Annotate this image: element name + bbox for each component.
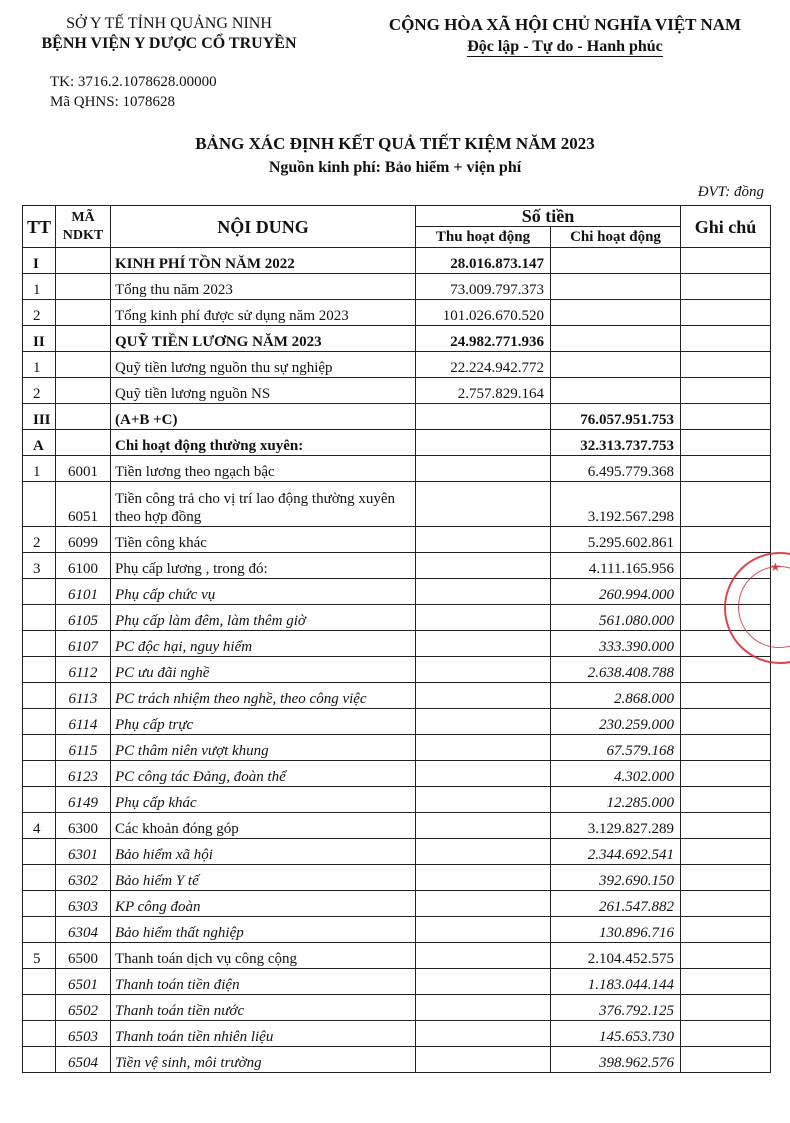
row-code: 6303: [56, 891, 111, 917]
row-income: [416, 943, 551, 969]
parent-agency-name: SỞ Y TẾ TỈNH QUẢNG NINH: [66, 15, 272, 32]
row-content: PC độc hại, nguy hiểm: [111, 631, 416, 657]
row-note: [681, 813, 771, 839]
row-note: [681, 657, 771, 683]
row-content: Tiền vệ sinh, môi trường: [111, 1047, 416, 1073]
table-row: [23, 326, 771, 352]
row-expense: 4.111.165.956: [551, 553, 681, 579]
row-expense: 392.690.150: [551, 865, 681, 891]
row-content: Phụ cấp khác: [111, 787, 416, 813]
row-note: [681, 787, 771, 813]
row-income: [416, 631, 551, 657]
row-note: [681, 300, 771, 326]
table-row: [23, 995, 771, 1021]
row-note: [681, 248, 771, 274]
row-code: [56, 378, 111, 404]
row-income: 73.009.797.373: [416, 274, 551, 300]
row-note: [681, 943, 771, 969]
table-row: [23, 943, 771, 969]
row-note: [681, 839, 771, 865]
row-code: 6302: [56, 865, 111, 891]
table-row: [23, 378, 771, 404]
row-number: 1: [23, 456, 56, 482]
row-income: 101.026.670.520: [416, 300, 551, 326]
row-note: [681, 969, 771, 995]
col-header-tt: TT: [23, 206, 56, 248]
row-income: [416, 709, 551, 735]
row-content: Thanh toán tiền điện: [111, 969, 416, 995]
row-content: Phụ cấp làm đêm, làm thêm giờ: [111, 605, 416, 631]
row-code: 6123: [56, 761, 111, 787]
row-code: 6105: [56, 605, 111, 631]
row-content: Tiền lương theo ngạch bậc: [111, 456, 416, 482]
row-income: [416, 579, 551, 605]
col-header-content: NỘI DUNG: [111, 206, 416, 248]
row-number: [23, 631, 56, 657]
row-code: 6501: [56, 969, 111, 995]
row-income: [416, 917, 551, 943]
row-content: KP công đoàn: [111, 891, 416, 917]
row-content: Chi hoạt động thường xuyên:: [111, 430, 416, 456]
row-income: [416, 482, 551, 527]
table-row: [23, 1021, 771, 1047]
row-number: 5: [23, 943, 56, 969]
account-codes: [50, 72, 217, 112]
row-expense: 260.994.000: [551, 579, 681, 605]
row-code: 6500: [56, 943, 111, 969]
table-row: [23, 527, 771, 553]
row-income: [416, 657, 551, 683]
row-code: [56, 300, 111, 326]
row-note: [681, 404, 771, 430]
row-expense: [551, 326, 681, 352]
row-expense: [551, 248, 681, 274]
hospital-name: BỆNH VIỆN Y DƯỢC CỔ TRUYỀN: [41, 35, 297, 52]
row-expense: 67.579.168: [551, 735, 681, 761]
row-income: [416, 1021, 551, 1047]
row-income: [416, 969, 551, 995]
row-number: 3: [23, 553, 56, 579]
row-content: Phụ cấp lương , trong đó:: [111, 553, 416, 579]
row-expense: 398.962.576: [551, 1047, 681, 1073]
row-number: [23, 891, 56, 917]
row-expense: 2.868.000: [551, 683, 681, 709]
row-number: [23, 683, 56, 709]
table-row: [23, 761, 771, 787]
table-row: [23, 735, 771, 761]
row-code: 6099: [56, 527, 111, 553]
row-note: [681, 352, 771, 378]
row-income: 24.982.771.936: [416, 326, 551, 352]
row-expense: [551, 378, 681, 404]
row-number: A: [23, 430, 56, 456]
row-content: Tổng thu năm 2023: [111, 274, 416, 300]
row-content: PC ưu đãi nghề: [111, 657, 416, 683]
row-content: Phụ cấp chức vụ: [111, 579, 416, 605]
row-income: [416, 553, 551, 579]
table-row: [23, 482, 771, 527]
row-note: [681, 1021, 771, 1047]
row-number: [23, 657, 56, 683]
table-row: [23, 865, 771, 891]
row-number: 2: [23, 378, 56, 404]
row-note: [681, 891, 771, 917]
row-code: 6502: [56, 995, 111, 1021]
row-expense: 2.638.408.788: [551, 657, 681, 683]
row-content: Tổng kinh phí được sử dụng năm 2023: [111, 300, 416, 326]
row-code: 6115: [56, 735, 111, 761]
row-income: 22.224.942.772: [416, 352, 551, 378]
table-row: [23, 969, 771, 995]
row-content: Quỹ tiền lương nguồn NS: [111, 378, 416, 404]
document-title: BẢNG XÁC ĐỊNH KẾT QUẢ TIẾT KIỆM NĂM 2023: [195, 134, 595, 153]
row-expense: 5.295.602.861: [551, 527, 681, 553]
col-header-note: Ghi chú: [681, 206, 771, 248]
col-header-expense: Chi hoạt động: [551, 227, 681, 248]
row-number: [23, 865, 56, 891]
table-row: [23, 248, 771, 274]
row-expense: [551, 274, 681, 300]
row-code: 6107: [56, 631, 111, 657]
official-seal-icon: ★: [724, 552, 790, 664]
table-row: [23, 839, 771, 865]
table-row: [23, 430, 771, 456]
table-row: [23, 300, 771, 326]
row-income: [416, 404, 551, 430]
row-number: 4: [23, 813, 56, 839]
row-expense: 376.792.125: [551, 995, 681, 1021]
row-code: [56, 274, 111, 300]
row-number: [23, 969, 56, 995]
row-expense: 230.259.000: [551, 709, 681, 735]
table-row: [23, 352, 771, 378]
row-income: [416, 527, 551, 553]
row-content: PC trách nhiệm theo nghề, theo công việc: [111, 683, 416, 709]
row-content: PC công tác Đảng, đoàn thể: [111, 761, 416, 787]
row-content: Bảo hiểm xã hội: [111, 839, 416, 865]
row-note: [681, 995, 771, 1021]
row-income: [416, 1047, 551, 1073]
row-content: Tiền công khác: [111, 527, 416, 553]
row-code: 6300: [56, 813, 111, 839]
row-code: [56, 352, 111, 378]
col-header-amount: Số tiền: [416, 206, 681, 227]
row-code: [56, 248, 111, 274]
row-number: [23, 709, 56, 735]
row-content: (A+B +C): [111, 404, 416, 430]
row-expense: 2.104.452.575: [551, 943, 681, 969]
row-code: 6112: [56, 657, 111, 683]
row-income: [416, 430, 551, 456]
row-number: I: [23, 248, 56, 274]
table-row: [23, 579, 771, 605]
row-note: [681, 456, 771, 482]
row-code: 6100: [56, 553, 111, 579]
row-expense: 3.192.567.298: [551, 482, 681, 527]
row-code: 6101: [56, 579, 111, 605]
row-code: 6504: [56, 1047, 111, 1073]
row-content: Thanh toán tiền nhiên liệu: [111, 1021, 416, 1047]
row-content: Thanh toán dịch vụ công cộng: [111, 943, 416, 969]
row-content: Bảo hiểm Y tế: [111, 865, 416, 891]
row-number: II: [23, 326, 56, 352]
row-income: [416, 787, 551, 813]
row-note: [681, 378, 771, 404]
row-expense: 333.390.000: [551, 631, 681, 657]
row-number: [23, 839, 56, 865]
row-expense: 1.183.044.144: [551, 969, 681, 995]
row-income: [416, 683, 551, 709]
row-expense: 76.057.951.753: [551, 404, 681, 430]
document-subtitle: Nguồn kinh phí: Bảo hiểm + viện phí: [268, 159, 522, 176]
table-row: [23, 553, 771, 579]
row-income: [416, 761, 551, 787]
row-note: [681, 865, 771, 891]
row-content: PC thâm niên vượt khung: [111, 735, 416, 761]
row-code: 6114: [56, 709, 111, 735]
row-number: [23, 787, 56, 813]
row-number: [23, 917, 56, 943]
row-expense: 32.313.737.753: [551, 430, 681, 456]
unit-label: ĐVT: đồng: [697, 184, 764, 200]
agency-header: [14, 14, 324, 54]
row-code: 6051: [56, 482, 111, 527]
row-code: 6001: [56, 456, 111, 482]
table-row: [23, 605, 771, 631]
savings-table: [22, 205, 771, 1073]
row-note: [681, 430, 771, 456]
row-income: [416, 456, 551, 482]
row-note: [681, 274, 771, 300]
row-code: [56, 430, 111, 456]
row-note: [681, 761, 771, 787]
table-row: [23, 456, 771, 482]
row-note: [681, 709, 771, 735]
row-expense: [551, 300, 681, 326]
col-header-code: MÃ NDKT: [56, 206, 111, 248]
row-number: 1: [23, 352, 56, 378]
national-title: CỘNG HÒA XÃ HỘI CHỦ NGHĨA VIỆT NAM: [388, 15, 742, 34]
row-content: Thanh toán tiền nước: [111, 995, 416, 1021]
national-header: [350, 14, 780, 58]
row-number: 2: [23, 300, 56, 326]
row-number: [23, 735, 56, 761]
table-row: [23, 891, 771, 917]
row-code: 6149: [56, 787, 111, 813]
table-row: [23, 709, 771, 735]
row-code: [56, 404, 111, 430]
row-code: 6301: [56, 839, 111, 865]
table-row: [23, 657, 771, 683]
row-income: [416, 995, 551, 1021]
table-row: [23, 813, 771, 839]
row-expense: 130.896.716: [551, 917, 681, 943]
row-number: 2: [23, 527, 56, 553]
table-row: [23, 631, 771, 657]
table-row: [23, 274, 771, 300]
row-income: [416, 735, 551, 761]
row-expense: 4.302.000: [551, 761, 681, 787]
row-number: [23, 761, 56, 787]
row-content: KINH PHÍ TỒN NĂM 2022: [111, 248, 416, 274]
row-content: Quỹ tiền lương nguồn thu sự nghiệp: [111, 352, 416, 378]
row-note: [681, 527, 771, 553]
row-number: [23, 579, 56, 605]
row-content: QUỸ TIỀN LƯƠNG NĂM 2023: [111, 326, 416, 352]
row-expense: 261.547.882: [551, 891, 681, 917]
row-content: Bảo hiểm thất nghiệp: [111, 917, 416, 943]
row-code: 6503: [56, 1021, 111, 1047]
row-number: [23, 1021, 56, 1047]
row-expense: 12.285.000: [551, 787, 681, 813]
row-code: 6304: [56, 917, 111, 943]
table-row: [23, 917, 771, 943]
row-number: [23, 482, 56, 527]
budget-code: Mã QHNS: 1078628: [50, 94, 176, 110]
row-income: [416, 839, 551, 865]
table-row: [23, 683, 771, 709]
row-income: 2.757.829.164: [416, 378, 551, 404]
row-income: [416, 891, 551, 917]
row-note: [681, 735, 771, 761]
col-header-income: Thu hoạt động: [416, 227, 551, 248]
row-code: [56, 326, 111, 352]
row-content: Các khoản đóng góp: [111, 813, 416, 839]
row-income: [416, 813, 551, 839]
row-note: [681, 482, 771, 527]
table-body: [23, 248, 771, 1073]
row-number: III: [23, 404, 56, 430]
table-row: [23, 1047, 771, 1073]
row-income: [416, 865, 551, 891]
row-number: [23, 605, 56, 631]
row-note: [681, 683, 771, 709]
row-income: [416, 605, 551, 631]
row-expense: 6.495.779.368: [551, 456, 681, 482]
row-content: Tiền công trả cho vị trí lao động thường xuyên theo hợp đồng: [111, 482, 416, 527]
row-note: [681, 917, 771, 943]
row-number: 1: [23, 274, 56, 300]
table-row: [23, 787, 771, 813]
row-number: [23, 995, 56, 1021]
row-note: [681, 326, 771, 352]
row-expense: 145.653.730: [551, 1021, 681, 1047]
row-expense: 2.344.692.541: [551, 839, 681, 865]
row-income: 28.016.873.147: [416, 248, 551, 274]
row-number: [23, 1047, 56, 1073]
account-number: TK: 3716.2.1078628.00000: [50, 74, 217, 90]
national-motto: Độc lập - Tự do - Hanh phúc: [467, 38, 663, 55]
row-expense: 561.080.000: [551, 605, 681, 631]
row-expense: 3.129.827.289: [551, 813, 681, 839]
row-code: 6113: [56, 683, 111, 709]
row-content: Phụ cấp trực: [111, 709, 416, 735]
table-row: [23, 404, 771, 430]
row-note: [681, 1047, 771, 1073]
row-expense: [551, 352, 681, 378]
